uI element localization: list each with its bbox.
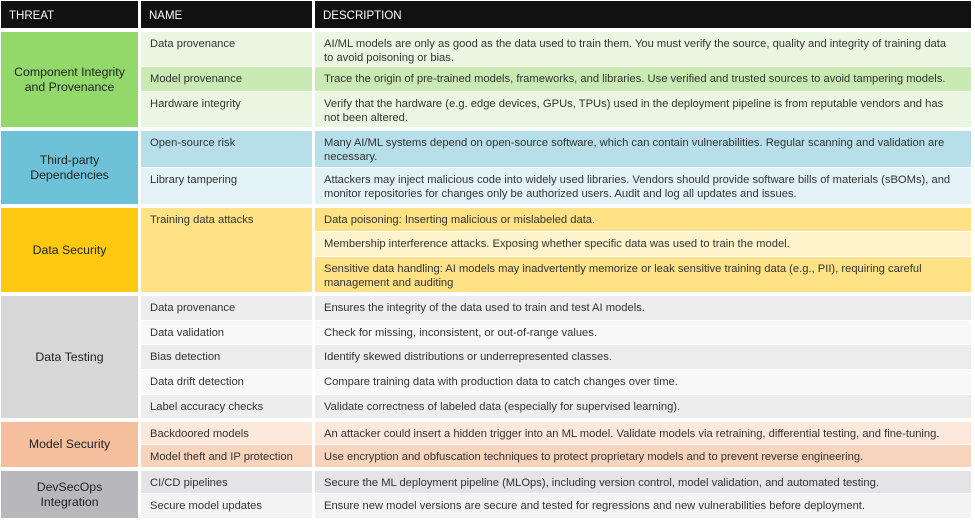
threat-cell: Component Integrity and Provenance	[1, 32, 138, 127]
description-cell: An attacker could insert a hidden trigger into an ML model. Validate models via retraining, differential testing, and fine-tuning.	[315, 422, 971, 444]
name-cell: Hardware integrity	[141, 92, 312, 127]
name-cell: Data drift detection	[141, 370, 312, 394]
description-cell: Trace the origin of pre-trained models, frameworks, and libraries. Use verified and trusted sources to avoid tampering models.	[315, 67, 971, 91]
name-cell: Label accuracy checks	[141, 395, 312, 418]
name-cell: Open-source risk	[141, 131, 312, 167]
name-cell: Backdoored models	[141, 422, 312, 444]
description-cell: Data poisoning: Inserting malicious or mislabeled data.	[315, 208, 971, 231]
name-cell: Bias detection	[141, 345, 312, 369]
name-cell: Data provenance	[141, 296, 312, 320]
description-cell: Ensure new model versions are secure and tested for regressions and new vulnerabilities before deployment.	[315, 494, 971, 518]
threat-cell: Third-party Dependencies	[1, 131, 138, 204]
description-cell: Sensitive data handling: AI models may inadvertently memorize or leak sensitive training data (e.g., PII), requiring careful management and auditing	[315, 257, 971, 292]
description-cell: Ensures the integrity of the data used to train and test AI models.	[315, 296, 971, 320]
name-cell: Library tampering	[141, 168, 312, 204]
description-cell: Verify that the hardware (e.g. edge devices, GPUs, TPUs) used in the deployment pipeline is from reputable vendors and has not been altered.	[315, 92, 971, 127]
description-cell: Secure the ML deployment pipeline (MLOps), including version control, model validation, and automated testing.	[315, 471, 971, 493]
name-cell: Model theft and IP protection	[141, 445, 312, 467]
description-cell: Compare training data with production data to catch changes over time.	[315, 370, 971, 394]
description-cell: Identify skewed distributions or underrepresented classes.	[315, 345, 971, 369]
name-cell: Data validation	[141, 321, 312, 344]
description-cell: Use encryption and obfuscation techniques to protect proprietary models and to prevent reverse engineering.	[315, 445, 971, 467]
name-cell: Secure model updates	[141, 494, 312, 518]
header-description: DESCRIPTION	[315, 1, 971, 28]
header-threat: THREAT	[1, 1, 138, 28]
threat-cell: Data Testing	[1, 296, 138, 418]
description-cell: Check for missing, inconsistent, or out-of-range values.	[315, 321, 971, 344]
header-name: NAME	[141, 1, 312, 28]
name-cell: Data provenance	[141, 32, 312, 66]
threat-cell: DevSecOps Integration	[1, 471, 138, 518]
name-cell: CI/CD pipelines	[141, 471, 312, 493]
description-cell: Membership interference attacks. Exposing whether specific data was used to train the model.	[315, 232, 971, 256]
description-cell: Many AI/ML systems depend on open-source software, which can contain vulnerabilities. Regular scanning and validation are necessary.	[315, 131, 971, 167]
name-cell: Training data attacks	[141, 208, 312, 292]
description-cell: Validate correctness of labeled data (especially for supervised learning).	[315, 395, 971, 418]
description-cell: AI/ML models are only as good as the data used to train them. You must verify the source, quality and integrity of training data to avoid poisoning or bias.	[315, 32, 971, 66]
threat-cell: Data Security	[1, 208, 138, 292]
threat-cell: Model Security	[1, 422, 138, 467]
description-cell: Attackers may inject malicious code into widely used libraries. Vendors should provide software bills of materials (sBOMs), and monitor repositories for changes only be authorized users. Audit and log all updates and issues.	[315, 168, 971, 204]
name-cell: Model provenance	[141, 67, 312, 91]
